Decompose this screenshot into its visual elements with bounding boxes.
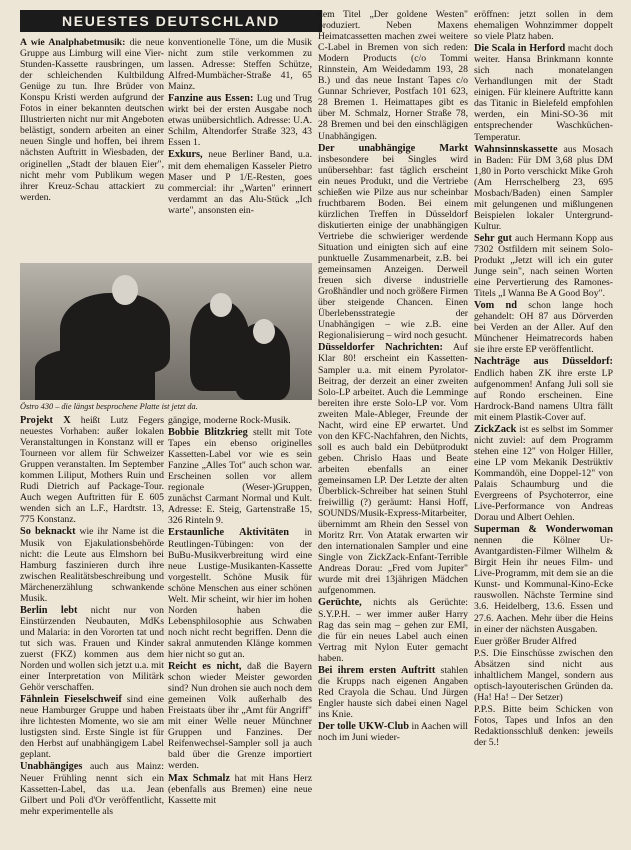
paragraph <box>318 342 468 596</box>
photo-face <box>112 275 138 305</box>
paragraph-text: daß die Bayern schon wieder Meister geworden sind? Nun drohen sie auch noch dem gemeinen Volk außerhalb des Freistaats über ihr „Amt für Angriff" mit einer Welle neuer Münchner Gruppen und Fanzines. Der Reifenwechsel-Sampler soll ja auch bald über die Grenze importiert werden. <box>168 661 312 772</box>
paragraph-text: macht doch weiter. Hansa Brinkmann konnte sich nach monatelangen Verhandlungen mit der Stadt einigen. Für kleinere Auftritte kann das Titanic in Bielefeld empfohlen werden, ein Mini-SO-36 mit entsprechender Waschküchen-Temperatur. <box>474 43 613 143</box>
paragraph-lead: Der unabhängige Markt <box>318 142 468 154</box>
paragraph <box>318 597 468 663</box>
paragraph-text: Auf Klar 80! erscheint ein Kassetten-Sampler u.a. mit einem Pyrolator-Beitrag, der derzeit an einer zweiten Solo-LP arbeitet. Auch die Lemminge bereiten ihre erste Solo-LP vor. Vom zweiten Male-Ableger, Freunde der Nacht, wird eine EP erwartet. Und von den KFC-Nachfahren, den Nichts, soll es auch bald ein Debütprodukt geben. Chrislo Haas und Beate arbeiten ebenfalls an einer gemeinsamen LP. Der Letzte der alten Überblick-Schreiber hat seinen Stuhl freiwillig (?) geräumt: Hansi Hoff, SOUNDS/Musik-Express-Mitarbeiter, übernimmt am Rhein den Sessel von Moritz Rrr. Von Atatak erwarten wir den internationalen Sampler und eine Single von ZickZack-Enfant-Terrible Andreas Dorau: „Fred vom Jupiter" wurde mit drei 13jährigen Mädchen aufgenommen. <box>318 342 468 597</box>
paragraph-text: stahlen die Krupps nach eigenen Angaben Red Crayola die Schau. Und Jürgen Engler hauste sich dabei einen Nagel ins Knie. <box>318 664 468 720</box>
paragraph <box>168 773 312 806</box>
column-2-bottom <box>168 415 312 845</box>
paragraph-text: aus Mosach in Baden: Für DM 3,68 plus DM 1,80 in Porto verschickt Mike Groh (Am Herrschelberg 23, 695 Mosbach/Baden) einen Sampler mit gelungenen und mißlungenen Beispielen lokaler Untergrund-Kultur. <box>474 143 613 232</box>
postscript-2: P.P.S. Bitte beim Schicken von Fotos, Tapes und Infos an den Redaktionsschluß denken: jeweils der 5.! <box>474 703 613 749</box>
paragraph <box>168 415 312 426</box>
paragraph-text: die neue Gruppe aus Limburg will eine Vier-Stunden-Kassette rausbringen, um der schleichenden Kultbildung Genüge zu tun. Ihre Brüder von Konspu Kristi werden aufgrund der Fotos in einer bekannten deutschen Illustrierten nicht nur mit Angeboten belästigt, sondern arbeiten an einer neuen Single und hoffen, bei ihrem nächsten Auftritt in Wiesbaden, der originellen „Stadt der blauen Eier", nicht mehr vom Publikum wegen ihrer Kreuz-Schau attackiert zu werden. <box>20 37 164 203</box>
paragraph-text: nichts als Gerüchte: S.Y.P.H. – wer immer außer Harry Rag das sein mag – gehen zur EMI, die für ein neues Label auch einen Vertrag mit Nylon Euter gemacht haben. <box>318 597 468 664</box>
paragraph-text: nennen die Kölner Ur-Avantgardisten-Filmer Wilhelm & Birgit Hein ihr neues Film- und Live-Programm, mit dem sie an die Kunst- und Kommunal-Kino-Ecke rauswollen. Nächste Termine sind 3.6. Heidelberg, 13.6. Essen und 27.6. Aachen. Mehr über die Heins in einer der nächsten Ausgaben. <box>474 535 613 635</box>
paragraph <box>318 143 468 342</box>
postscript: P.S. Die Einschüsse zwischen den Absätzen sind nicht aus inhaltlichem Mangel, sondern aus optisch-layouterischen Gründen da. (Ha! Ha! – Der Setzer) <box>474 647 613 703</box>
paragraph-lead: Wahnsinnskassette <box>474 143 558 155</box>
paragraph <box>20 761 164 816</box>
paragraph <box>318 9 468 142</box>
paragraph-lead: Berlin lebt <box>20 604 78 616</box>
column-3 <box>318 9 468 845</box>
paragraph-lead: Nachträge aus Düsseldorf: <box>474 356 613 368</box>
paragraph <box>20 526 164 603</box>
paragraph-text: sind eine neue Hamburger Gruppe und haben ihre lichtesten Momente, wo sie am lustigsten sind. Erste Single ist für den Herbst auf unabhängigem Label geplant. <box>20 694 164 761</box>
paragraph <box>474 233 613 299</box>
photo-face <box>210 293 232 317</box>
paragraph <box>168 149 312 215</box>
paragraph-text: auch Hermann Kopp aus 7302 Ostfildern mit seinem Solo-Produkt „Jetzt will ich ein guter Junge sein", nach seinen Worten eine Pervertierung des Ramones-Titels „I Wanna Be A Good Boy". <box>474 232 613 300</box>
paragraph-text: ist es selbst im Sommer nicht zuviel: auf dem Programm stehen eine 12" von Holger Hiller, eine LP vom Mekanik Destrüktiv Kommandöh, eine Doppel-12" von Palais Schaumburg und die Evergreens of Psychoterror, eine Live-Performance von Andreas Dorau und Albert Oehlen. <box>474 423 613 524</box>
paragraph <box>474 524 613 634</box>
paragraph <box>474 43 613 142</box>
paragraph-lead: Unabhängiges <box>20 761 83 773</box>
paragraph-text: dem Titel „Der goldene Westen" produziert. Neben Maxens Heimatcassetten machen zwei weitere C-Label in Bremen von sich reden: Modern Products (c/o Tommi Rinnstein, Am Weidedamm 193, 28 B.) und das neue Instant Tapes c/o Gunnar Schriever, Postfach 101 623, 28 Bremen 1. Heimattapes gibt es über M. Schmalz, Horner Straße 78, 28 Bremen und bei den einschlägigen Unabhängigen. <box>318 9 468 142</box>
band-photo <box>20 263 312 400</box>
paragraph-lead: ZickZack <box>474 423 517 435</box>
paragraph <box>168 661 312 771</box>
section-title <box>20 10 322 32</box>
paragraph-lead: Max Schmalz <box>168 772 230 784</box>
paragraph <box>20 415 164 525</box>
paragraph <box>318 665 468 720</box>
paragraph <box>168 527 312 660</box>
paragraph-lead: Fanzine aus Essen: <box>168 93 254 105</box>
paragraph-text: eröffnen: jetzt sollen in dem ehemaligen Wohnzimmer doppelt so viele Platz haben. <box>474 9 613 43</box>
paragraph <box>474 356 613 422</box>
column-1-top <box>20 37 164 259</box>
paragraph-text: Lug und Trug wirkt bei der ersten Ausgabe noch etwas unübersichtlich. Adresse: U.A. Schilm, Altendorfer Straße 323, 43 Essen 1. <box>168 93 312 149</box>
paragraph-lead: Exkurs, <box>168 149 203 161</box>
paragraph-lead: Vom nd <box>474 300 518 312</box>
paragraph-text: nicht nur von Einstürzenden Neubauten, MdKs und Malaria: in den Vororten tat und tut sich was. Frauen und Kinder zuerst (FKZ) kommen aus dem Norden und wollen sich jetzt u.a. mit einer Interpretation von Militärk Gehör verschaffen. <box>20 604 164 694</box>
paragraph-text: gängige, moderne Rock-Musik. <box>168 415 291 426</box>
paragraph <box>20 694 164 760</box>
paragraph-lead: So beknackt <box>20 526 76 538</box>
paragraph-text: heißt Lutz Fegers neuestes Vorhaben: außer lokalen Veranstaltungen in Konstanz will er Tourneen vor allem für Schweizer Gruppen veranstalten. Im September kommen Liliput, Mothers Ruin und Rudi Dietrich auf Package-Tour. Auch wegen Auftritten für E 605 wenden sich an L.F., Hardtstr. 13, 775 Konstanz. <box>20 415 164 526</box>
paragraph-lead: Bobbie Blitzkrieg <box>168 427 248 439</box>
paragraph-lead: Gerüchte, <box>318 597 362 609</box>
paragraph-text: auch aus Mainz: Neuer Frühling nennt sich ein Kassetten-Label, das u.a. Jean Gilbert und Poli d'Or veröffentlicht, mehr experimentelle als <box>20 761 164 817</box>
paragraph <box>20 37 164 203</box>
column-1-bottom <box>20 415 164 845</box>
paragraph-lead: Projekt X <box>20 415 71 426</box>
photo-figure <box>35 348 155 400</box>
paragraph-lead: Düsseldorfer Nachrichten: <box>318 342 443 354</box>
paragraph-lead: Die Scala in Herford <box>474 43 566 55</box>
paragraph-lead: Der tolle UKW-Club <box>318 721 409 732</box>
paragraph <box>318 721 468 743</box>
paragraph <box>474 9 613 42</box>
paragraph <box>474 300 613 355</box>
paragraph <box>20 605 164 693</box>
paragraph-lead: A wie Analphabetmusik: <box>20 37 126 48</box>
paragraph-text: hat mit Hans Herz (ebenfalls aus Bremen) eine neue Kassette mit <box>168 772 312 806</box>
paragraph-text: konventionelle Töne, um die Musik nicht zum stile verkommen zu lassen. Adresse: Steffen Schütze, Alfred-Mumbächer-Straße 41, 65 Mainz. <box>168 37 312 93</box>
paragraph-lead: Fähnlein Fieselschweif <box>20 694 122 706</box>
paragraph-text: wie ihr Name ist die Musik von Ejakulationsbehörde nicht: die Leute aus Elmshorn bei Hamburg faszinieren durch ihre zwischen Realitätsbeschreibung und Märchenerzählung schwankende Musik. <box>20 526 164 604</box>
paragraph <box>474 424 613 523</box>
paragraph-text: Endlich haben ZK ihre erste LP aufgenommen! Anfang Juli soll sie auf Rondo erscheinen. Eine Hardrock-Band namens Ultra fällt mit einem Plastik-Cover auf. <box>474 367 613 423</box>
paragraph-text: in Reutlingen-Tübingen: von der BuBu-Musikverbreitung wird eine neue Lustige-Musikanten-Kassette vorgestellt. Schöne Musik für schöne Menschen aus einer schönen Welt. Mir scheint, wir hier im hohen Norden haben die Lebensphilosophie aus Schwaben noch nicht recht begriffen. Denn die sakral anmutenden Klänge kommen hier nicht so gut an. <box>168 527 312 660</box>
section-title-text: NEUESTES DEUTSCHLAND <box>62 13 280 29</box>
column-4 <box>474 9 613 845</box>
paragraph-lead: Erstaunliche Aktivitäten <box>168 527 289 539</box>
photo-caption: Östro 430 – die längst besprochene Platte ist jetzt da. <box>20 402 198 411</box>
paragraph-text: schon lange hoch gehandelt: OH 87 aus Dörverden bei Verden an der Aller. Auf den Münchener Heimatrecords haben sie ihre erste EP veröffentlicht. <box>474 300 613 356</box>
paragraph-text: in Aachen will noch im Juni wieder- <box>318 721 468 744</box>
paragraph-text: stellt mit Tote Tapes ein ebenso originelles Kassetten-Label vor wie es sein Fanzine „Alles Tot" auch schon war. Erscheinen sollen vor allem regionale (Weser-)Gruppen, zunächst Carmant Normal und Kult. Adresse: E. Steig, Gartenstraße 15, 326 Rinteln 9. <box>168 427 312 527</box>
paragraph <box>168 427 312 526</box>
paragraph-lead: Sehr gut <box>474 232 512 244</box>
column-2-top <box>168 37 312 259</box>
paragraph-lead: Reicht es nicht, <box>168 661 242 673</box>
paragraph <box>168 93 312 148</box>
paragraph-text: insbesondere bei Singles wird unübersehbar: fast täglich erscheint ein neues Produkt, und die Vertriebe schießen wie Pilze aus nur scheinbar fruchtbarem Boden. Bei einem kürzlichen Treffen in Düsseldorf diskutierten einige der unabhängigen Vertriebe die schwieriger werdende Situation und einigten sich auf eine punktuelle Zusammenarbeit, z.B. bei gemeinsamen Anzeigen. Derweil freuen sich diverse industrielle Großhändler und noch größere Firmen über steigende Chancen. Einen Überlebensstrategie der Unabhängigen – wie z.B. eine Regionalisierung – wird noch gesucht. <box>318 153 468 342</box>
paragraph <box>474 144 613 232</box>
paragraph-lead: Bei ihrem ersten Auftritt <box>318 664 436 676</box>
paragraph-text: neue Berliner Band, u.a. mit dem ehemaligen Kasseler Pietro Maser und P 1/E-Resten, goes commercial: ihr „Warten" erinnert verdammt an das Alu-Stück „Ich warte", ansonsten ein- <box>168 149 312 216</box>
signature: Euer größer Bruder Alfred <box>474 635 577 647</box>
paragraph <box>168 37 312 92</box>
paragraph-lead: Superman & Wonderwoman <box>474 524 613 536</box>
photo-face <box>253 319 275 344</box>
